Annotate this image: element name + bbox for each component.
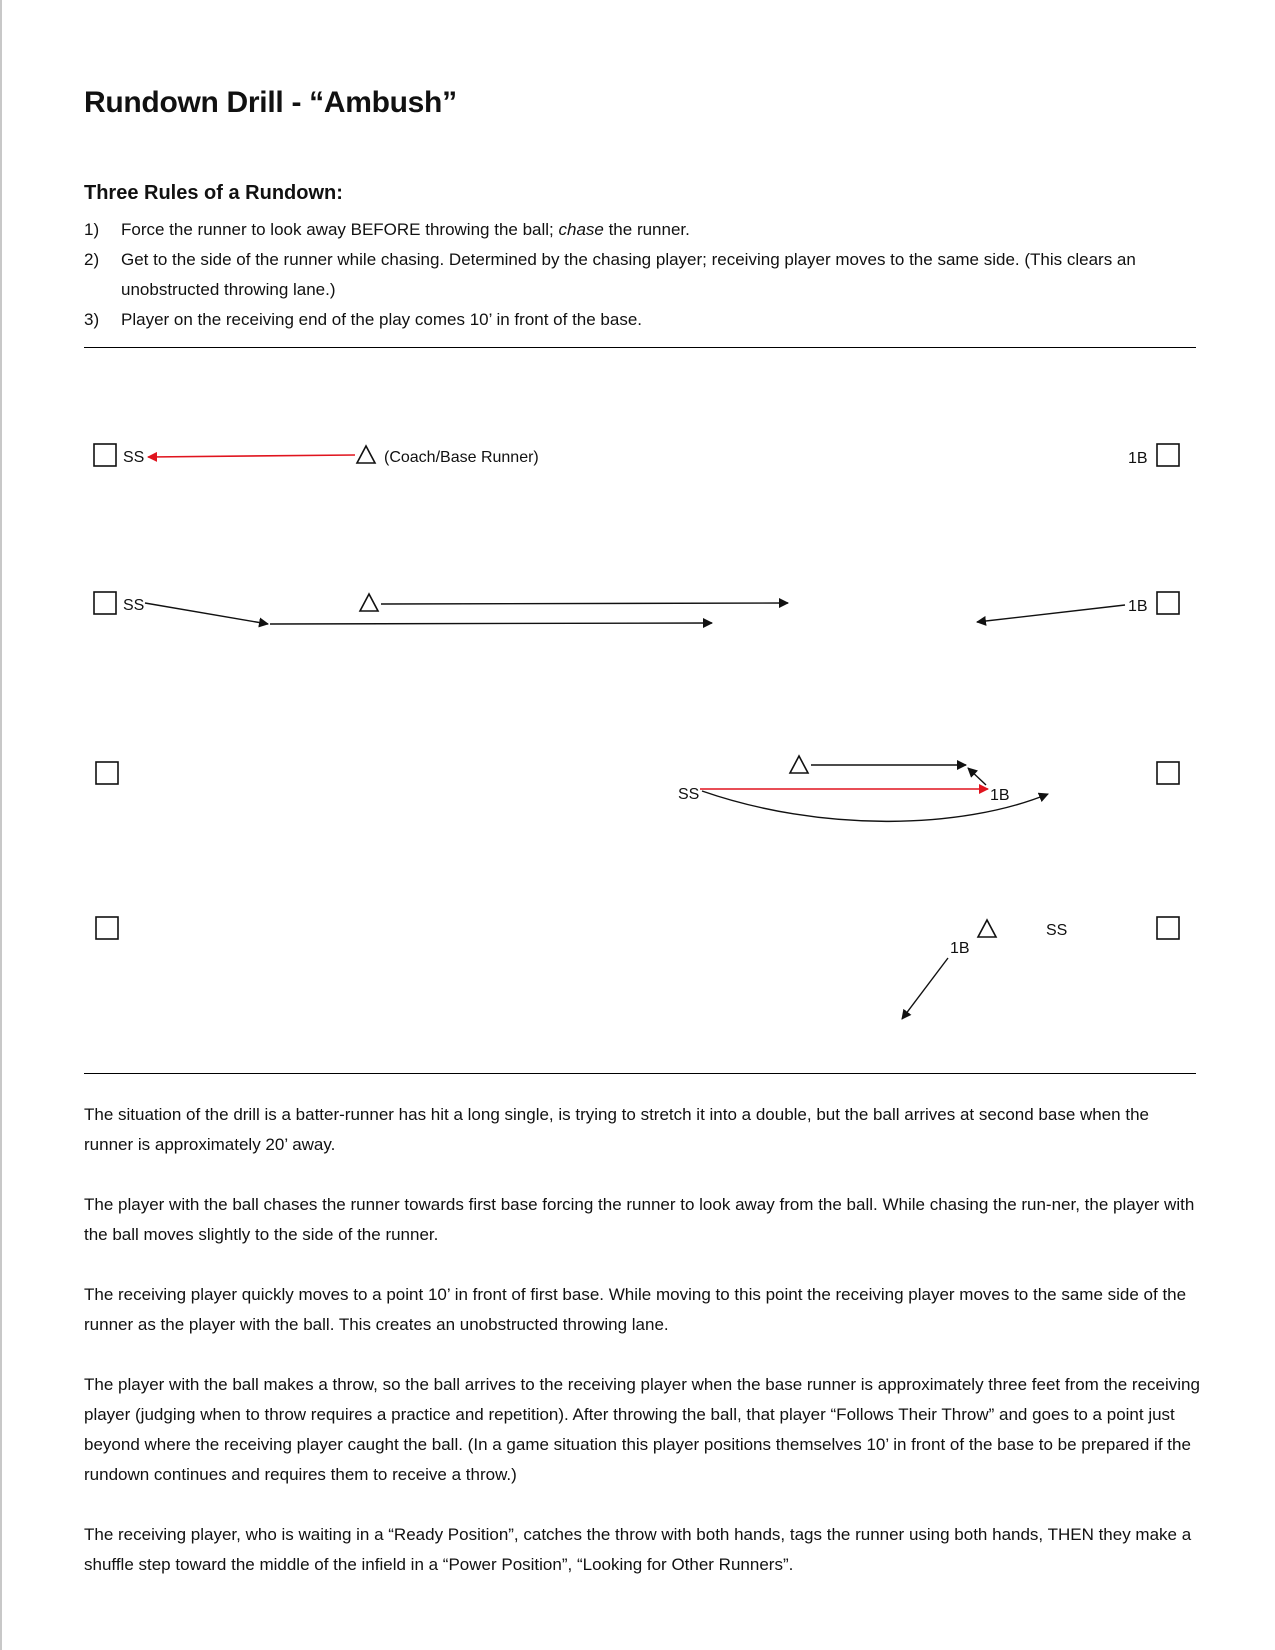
player-path-arrow	[145, 603, 268, 624]
second-base-icon	[94, 444, 116, 466]
second-base-icon	[94, 592, 116, 614]
rule-text: Force the runner to look away BEFORE throwing the ball;	[121, 220, 559, 239]
rule-number: 1)	[84, 220, 100, 239]
first-base-icon	[1157, 917, 1179, 939]
ss-label: SS	[1046, 922, 1068, 939]
description-paragraph: The receiving player quickly moves to a point 10’ in front of first base. While moving to this point the receiving player moves to the same side of the runner as the player with the ball. This creates an unobstructed throwing lane.	[84, 1285, 1187, 1334]
ss-label: SS	[123, 597, 145, 614]
page-title: Rundown Drill - “Ambush”	[84, 86, 457, 119]
rule-number: 2)	[84, 250, 100, 269]
rule-text-end: the runner.	[603, 220, 690, 239]
description-paragraph: The receiving player, who is waiting in a “Ready Position”, catches the throw with both hands, tags the runner using both hands, THEN they make a shuffle step toward the middle of the infield in a “Power Position”, “Looking for Other Runners”.	[84, 1525, 1192, 1574]
runner-triangle-icon	[790, 756, 808, 773]
rule-number: 3)	[84, 310, 100, 329]
runner-triangle-icon	[978, 920, 996, 937]
second-base-icon	[96, 917, 118, 939]
first-base-icon	[1157, 762, 1179, 784]
first-base-label: 1B	[950, 940, 970, 957]
first-base-icon	[1157, 444, 1179, 466]
runner-triangle-icon	[360, 594, 378, 611]
player-path-arrow	[902, 958, 948, 1019]
ss-label: SS	[123, 449, 145, 466]
player-path-arrow	[270, 623, 712, 624]
rules-heading: Three Rules of a Rundown:	[84, 182, 343, 204]
description-paragraph: The player with the ball makes a throw, so the ball arrives to the receiving player when the base runner is approximately three feet from the receiving player (judging when to throw requires a practice and repetition). After throwing the ball, that player “Follows Their Throw” and goes to a point just beyond where the receiving player caught the ball. (In a game situation this player positions themselves 10’ in front of the base to be prepared if the rundown continues and requires them to receive a throw.)	[84, 1375, 1200, 1484]
first-base-icon	[1157, 592, 1179, 614]
rule-emphasis: chase	[558, 220, 604, 239]
first-base-label: 1B	[1128, 598, 1148, 615]
ss-label: SS	[678, 786, 700, 803]
bottom-divider	[84, 1073, 1196, 1074]
player-path-arrow	[977, 605, 1125, 622]
description-paragraph: The player with the ball chases the runner towards first base forcing the runner to look away from the ball. While chasing the run-ner, the player with the ball moves slightly to the side of the runner.	[84, 1195, 1195, 1244]
rule-text: Get to the side of the runner while chasing. Determined by the chasing player; receiving player moves to the same side. (This clears an unobstructed throwing lane.)	[121, 250, 1136, 299]
second-base-icon	[96, 762, 118, 784]
first-base-label: 1B	[1128, 450, 1148, 467]
drill-description	[84, 1100, 1200, 1610]
player-path-arrow	[968, 768, 986, 785]
description-paragraph: The situation of the drill is a batter-runner has hit a long single, is trying to stretch it into a double, but the ball arrives at second base when the runner is approximately 20’ away.	[84, 1105, 1149, 1154]
runner-label: (Coach/Base Runner)	[384, 449, 539, 466]
rule-text: Player on the receiving end of the play comes 10’ in front of the base.	[121, 310, 643, 329]
runner-path-arrow	[381, 603, 788, 604]
throw-arrow	[148, 455, 355, 457]
first-base-label: 1B	[990, 787, 1010, 804]
runner-triangle-icon	[357, 446, 375, 463]
